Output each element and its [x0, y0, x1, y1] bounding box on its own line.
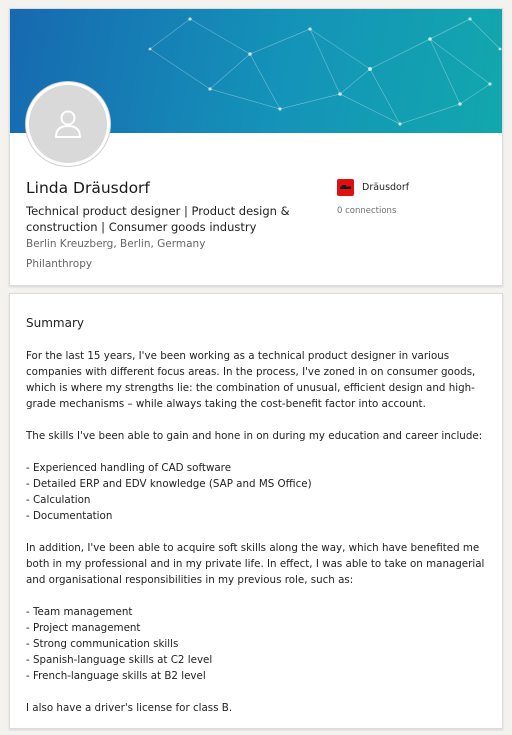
summary-list-item: - French-language skills at B2 level [26, 670, 206, 682]
company-logo-icon [337, 179, 354, 196]
summary-paragraph: For the last 15 years, I've been working as a technical product designer in various companies with different focus areas. In the process, I've zoned in on consumer goods, which is where my strengths lie: the combination of unusual, efficient design and high-grade mechanisms – while always taking the cost-benefit factor into account. [26, 350, 476, 410]
summary-paragraph: The skills I've been able to gain and hone in on during my education and career include: [26, 430, 483, 442]
summary-list-item: - Team management [26, 606, 133, 618]
summary-list-item: - Detailed ERP and EDV knowledge (SAP and MS Office) [26, 478, 312, 490]
profile-location: Berlin Kreuzberg, Berlin, Germany [26, 238, 206, 250]
avatar[interactable] [26, 82, 110, 166]
connections-count[interactable]: 0 connections [337, 206, 397, 216]
summary-list-item: - Experienced handling of CAD software [26, 462, 232, 474]
profile-industry: Philanthropy [26, 258, 93, 270]
profile-card [9, 8, 503, 286]
summary-list-item: - Spanish-language skills at C2 level [26, 654, 213, 666]
summary-title: Summary [26, 316, 84, 330]
profile-name: Linda Dräusdorf [26, 179, 150, 197]
summary-card [9, 293, 503, 729]
summary-list-item: - Calculation [26, 494, 91, 506]
summary-list-item: - Strong communication skills [26, 638, 179, 650]
summary-body [26, 348, 492, 716]
current-company[interactable] [337, 179, 409, 196]
summary-list-item: - Project management [26, 622, 141, 634]
company-name: Dräusdorf [362, 182, 410, 193]
summary-paragraph: In addition, I've been able to acquire soft skills along the way, which have benefited me both in my professional and in my private life. In effect, I was able to take on managerial and organisational responsibilities in my previous role, such as: [26, 542, 485, 586]
user-silhouette-icon [51, 107, 85, 141]
summary-list-item: - Documentation [26, 510, 113, 522]
summary-paragraph: I also have a driver's license for class B. [26, 702, 233, 714]
profile-headline: Technical product designer | Product design & construction | Consumer goods industry [26, 204, 290, 234]
